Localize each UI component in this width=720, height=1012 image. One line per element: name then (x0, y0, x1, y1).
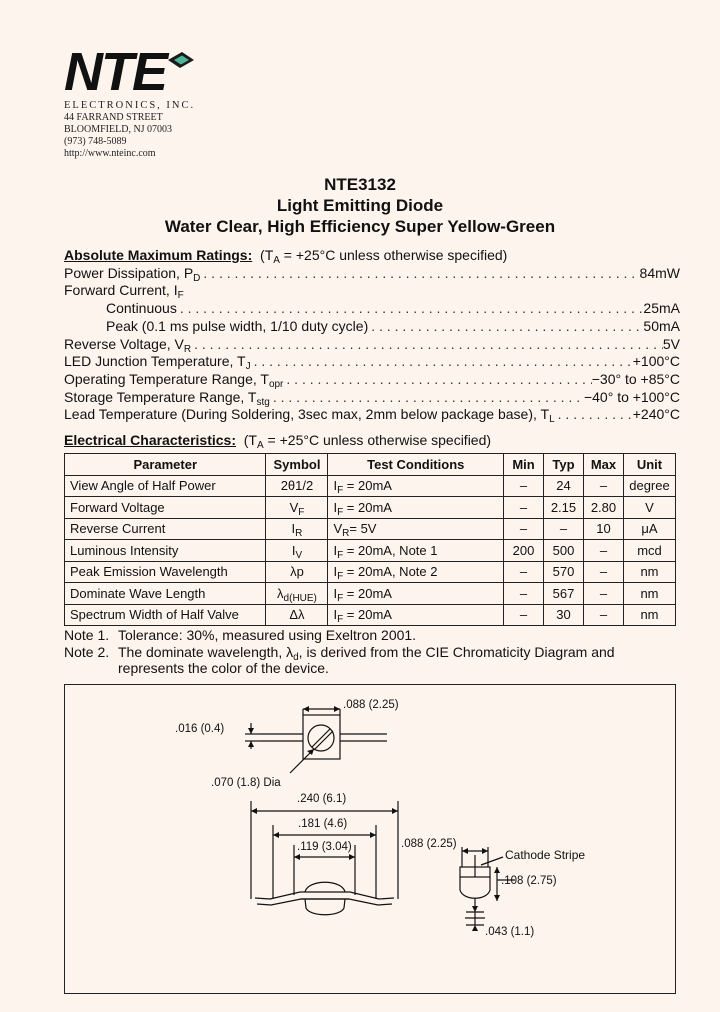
website: http://www.nteinc.com (64, 148, 156, 159)
cell-symbol: $V_F$ (266, 497, 328, 519)
table-row (65, 497, 676, 519)
rating-row: LED Junction Temperature, $T_J$ . . . +100°C (64, 353, 680, 371)
cell-param: Forward Voltage (65, 497, 266, 519)
rating-row: Power Dissipation, $P_D$ . . . 84mW (64, 265, 680, 283)
cell-max: – (583, 540, 623, 562)
dim-side-width: .088 (2.25) (401, 838, 457, 850)
lens-bottom (305, 899, 345, 915)
cell-unit: μA (623, 518, 675, 540)
cell-conditions: $I_F = 20mA$ (328, 604, 504, 626)
cell-conditions: $I_F = 20mA$, Note 1 (328, 540, 504, 562)
part-number: NTE3132 (324, 175, 396, 194)
col-header: Min (504, 454, 544, 476)
cell-min: – (504, 561, 544, 583)
table-row (65, 540, 676, 562)
rating-row: Forward Current, $I_F$ (64, 282, 184, 302)
cathode-label: Cathode Stripe (505, 848, 586, 862)
cell-min: 200 (504, 540, 544, 562)
cell-conditions: $I_F = 20mA$ (328, 497, 504, 519)
cell-typ: 2.15 (544, 497, 584, 519)
cell-typ: 500 (544, 540, 584, 562)
dim-base: .043 (1.1) (485, 926, 535, 938)
col-header: Typ (544, 454, 584, 476)
rating-row: Reverse Voltage, $V_R$ . . . 5V (64, 336, 680, 354)
title-line1: Light Emitting Diode (276, 196, 444, 215)
rating-row: Lead Temperature (During Soldering, 3sec max, 2mm below package base), $T_L$ . . . +240°C (64, 406, 680, 424)
cell-max: – (583, 604, 623, 626)
note-1: Note 1. Tolerance: 30%, measured using Exeltron 2001. (64, 627, 417, 643)
cell-min: – (504, 518, 544, 540)
cell-typ: 30 (544, 604, 584, 626)
rating-row: Continuous . . . 25mA (64, 300, 680, 318)
table-row (65, 604, 676, 626)
col-header: Test Conditions (328, 454, 504, 476)
table-row (65, 475, 676, 497)
cell-unit: nm (623, 561, 675, 583)
table-header-row (65, 454, 676, 476)
cell-unit: V (623, 497, 675, 519)
cell-max: – (583, 475, 623, 497)
abs-max-heading: Absolute Maximum Ratings: ($T_A = +25^\circ C$ unless otherwise specified) (64, 247, 508, 266)
cell-param: Spectrum Width of Half Valve (65, 604, 266, 626)
cell-symbol: Δλ (266, 604, 328, 626)
drawing-svg (65, 685, 674, 992)
cell-min: – (504, 604, 544, 626)
dim-overall-width: .240 (6.1) (297, 793, 347, 805)
dim-inner-width: .119 (3.04) (297, 841, 352, 853)
dim-diameter: .070 (1.8) Dia (211, 777, 281, 789)
col-header: Symbol (266, 454, 328, 476)
street: 44 FARRAND STREET (64, 112, 163, 123)
col-header: Max (583, 454, 623, 476)
cell-symbol: $\lambda_{d(HUE)}$ (266, 583, 328, 605)
cell-symbol: 2θ1/2 (266, 475, 328, 497)
phone: (973) 748-5089 (64, 136, 127, 147)
abs-max-ratings (64, 247, 680, 424)
rating-row: Operating Temperature Range, $T_{opr}$ . . . −30° to +85°C (64, 371, 680, 389)
cell-param: Peak Emission Wavelength (65, 561, 266, 583)
cell-symbol: $I_V$ (266, 540, 328, 562)
cell-conditions: $V_R= 5V$ (328, 518, 504, 540)
cell-typ: 570 (544, 561, 584, 583)
cell-min: – (504, 583, 544, 605)
lens-top (305, 882, 345, 892)
city: BLOOMFIELD, NJ 07003 (64, 124, 173, 135)
table-row (65, 583, 676, 605)
title-line2: Water Clear, High Efficiency Super Yellow-Green (164, 217, 556, 236)
cell-symbol: λp (266, 561, 328, 583)
cell-unit: mcd (623, 540, 675, 562)
note-2: Note 2. The dominate wavelength, $\lambda_d$, is derived from the CIE Chromaticity Diagram and represents the color of the device. (64, 643, 615, 676)
table-row (65, 561, 676, 583)
cell-conditions: $I_F = 20mA$ (328, 583, 504, 605)
cell-symbol: $I_R$ (266, 518, 328, 540)
dim-height: .108 (2.75) (501, 875, 557, 887)
elec-heading: Electrical Characteristics: ($T_A = +25^\circ C$ unless otherwise specified) (64, 432, 492, 451)
cell-typ: 567 (544, 583, 584, 605)
cell-typ: 24 (544, 475, 584, 497)
col-header: Parameter (65, 454, 266, 476)
company-address (64, 100, 195, 160)
rating-row: Storage Temperature Range, $T_{stg}$ . . . −40° to +100°C (64, 389, 680, 407)
cell-typ: – (544, 518, 584, 540)
cell-param: Reverse Current (65, 518, 266, 540)
cell-param: View Angle of Half Power (65, 475, 266, 497)
cell-conditions: $I_F = 20mA$ (328, 475, 504, 497)
cell-unit: nm (623, 583, 675, 605)
dim-mid-width: .181 (4.6) (298, 818, 348, 830)
rating-row: Peak (0.1 ms pulse width, 1/10 duty cycle) . . . 50mA (64, 318, 680, 336)
title-block (0, 174, 720, 237)
electrical-characteristics-table (64, 453, 676, 626)
cell-max: 10 (583, 518, 623, 540)
cell-max: – (583, 561, 623, 583)
cell-param: Luminous Intensity (65, 540, 266, 562)
cell-unit: degree (623, 475, 675, 497)
table-row (65, 518, 676, 540)
cell-max: – (583, 583, 623, 605)
package-drawing (64, 684, 676, 994)
company-name: ELECTRONICS, INC. (64, 100, 196, 111)
dim-lead-thickness: .016 (0.4) (175, 723, 225, 735)
lead-bend (255, 892, 394, 899)
cell-param: Dominate Wave Length (65, 583, 266, 605)
notes (64, 627, 684, 677)
col-header: Unit (623, 454, 675, 476)
cell-conditions: $I_F = 20mA$, Note 2 (328, 561, 504, 583)
nte-logo (64, 44, 196, 96)
cell-min: – (504, 497, 544, 519)
cell-unit: nm (623, 604, 675, 626)
dim-top-width: .088 (2.25) (343, 699, 399, 711)
cell-max: 2.80 (583, 497, 623, 519)
logo-text: NTE (64, 44, 166, 96)
cell-min: – (504, 475, 544, 497)
